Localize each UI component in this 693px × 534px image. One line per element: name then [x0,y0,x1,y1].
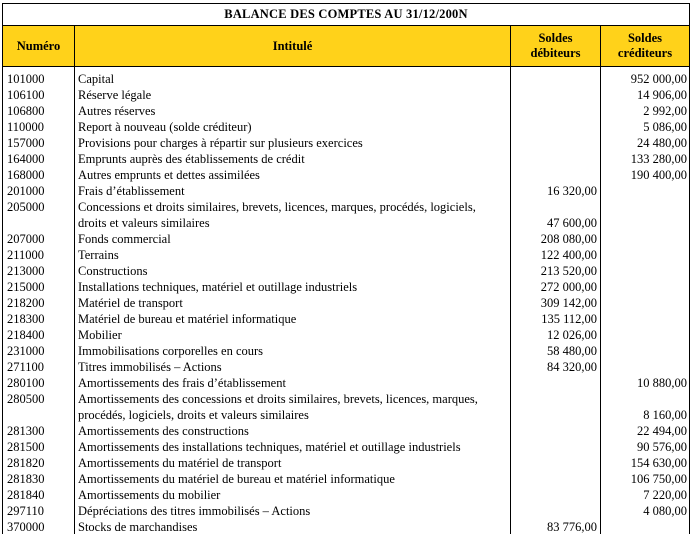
account-number: 205000 [7,200,45,214]
account-label: Frais d’établissement [78,184,185,198]
account-label: Provisions pour charges à répartir sur plusieurs exercices [78,136,363,150]
account-label: Stocks de marchandises [78,520,198,534]
table-row [3,327,689,343]
account-label: Matériel de bureau et matériel informatique [78,312,297,326]
account-label: Fonds commercial [78,232,171,246]
account-label: Report à nouveau (solde créditeur) [78,120,252,134]
table-row [3,103,689,119]
account-number: 231000 [7,344,45,358]
table-row [3,343,689,359]
table-row [3,135,689,151]
credit-balance: 24 480,00 [637,136,687,150]
account-number: 271100 [7,360,45,374]
account-number: 168000 [7,168,45,182]
table-row [3,519,689,534]
account-label: Amortissements des concessions et droits similaires, brevets, licences, marques, procédés, logiciels, droits et valeurs similaires [78,392,478,422]
account-number: 281840 [7,488,45,502]
debit-balance: 208 080,00 [540,232,597,246]
table-row [3,311,689,327]
account-label: Mobilier [78,328,122,342]
credit-balance: 952 000,00 [630,72,687,86]
credit-balance: 14 906,00 [637,88,687,102]
account-number: 164000 [7,152,45,166]
table-row [3,151,689,167]
account-number: 101000 [7,72,45,86]
table-row [3,471,689,487]
table-body [3,67,689,534]
table-row [3,423,689,439]
header-numero: Numéro [3,26,75,66]
credit-balance: 4 080,00 [643,504,687,518]
account-label: Autres réserves [78,104,156,118]
debit-balance: 58 480,00 [547,344,597,358]
credit-balance: 2 992,00 [643,104,687,118]
account-label: Emprunts auprès des établissements de crédit [78,152,305,166]
account-number: 211000 [7,248,45,262]
account-number: 280500 [7,392,45,406]
account-label: Amortissements du matériel de transport [78,456,282,470]
account-label: Concessions et droits similaires, brevets, licences, marques, procédés, logiciels, droits et valeurs similaires [78,200,476,230]
credit-balance: 10 880,00 [637,376,687,390]
table-row [3,439,689,455]
account-label: Réserve légale [78,88,152,102]
table-title: BALANCE DES COMPTES AU 31/12/200N [3,4,689,26]
account-number: 281300 [7,424,45,438]
table-row [3,279,689,295]
account-label: Immobilisations corporelles en cours [78,344,264,358]
debit-balance: 16 320,00 [547,184,597,198]
header-row [3,26,689,67]
table-rows [3,67,689,534]
table-row [3,295,689,311]
account-number: 106100 [7,88,45,102]
account-label: Terrains [78,248,119,262]
account-number: 218200 [7,296,45,310]
account-label: Amortissements du matériel de bureau et matériel informatique [78,472,395,486]
account-number: 281830 [7,472,45,486]
table-row [3,231,689,247]
account-number: 281500 [7,440,45,454]
header-soldes-debiteurs [511,26,601,66]
account-number: 157000 [7,136,45,150]
table-row [3,119,689,135]
account-label: Amortissements des installations techniques, matériel et outillage industriels [78,440,461,454]
account-label: Titres immobilisés – Actions [78,360,222,374]
account-label: Dépréciations des titres immobilisés – Actions [78,504,311,518]
account-number: 213000 [7,264,45,278]
debit-balance: 272 000,00 [540,280,597,294]
account-number: 297110 [7,504,45,518]
table-row [3,391,689,423]
account-number: 370000 [7,520,45,534]
debit-balance: 213 520,00 [540,264,597,278]
account-number: 110000 [7,120,45,134]
table-row [3,87,689,103]
header-intitule: Intitulé [75,26,511,66]
account-number: 218300 [7,312,45,326]
table-row [3,359,689,375]
table-row [3,167,689,183]
account-number: 207000 [7,232,45,246]
credit-balance: 90 576,00 [637,440,687,454]
credit-balance: 7 220,00 [643,488,687,502]
account-label: Constructions [78,264,148,278]
credit-balance: 154 630,00 [630,456,687,470]
header-credit-line2: créditeurs [617,46,673,60]
table-row [3,71,689,87]
account-label: Amortissements des frais d’établissement [78,376,286,390]
column-divider [74,67,75,534]
credit-balance: 8 160,00 [643,408,687,422]
account-label: Installations techniques, matériel et outillage industriels [78,280,358,294]
table-row [3,199,689,231]
account-label: Amortissements du mobilier [78,488,221,502]
debit-balance: 12 026,00 [547,328,597,342]
header-credit-line1: Soldes [627,31,663,45]
column-divider [600,67,601,534]
account-number: 201000 [7,184,45,198]
credit-balance: 106 750,00 [630,472,687,486]
debit-balance: 83 776,00 [547,520,597,534]
table-row [3,375,689,391]
column-divider [510,67,511,534]
table-row [3,487,689,503]
debit-balance: 47 600,00 [547,216,597,230]
debit-balance: 135 112,00 [541,312,597,326]
header-debit-line1: Soldes [538,31,573,45]
account-number: 218400 [7,328,45,342]
table-row [3,247,689,263]
credit-balance: 22 494,00 [637,424,687,438]
account-label: Capital [78,72,115,86]
table-row [3,183,689,199]
account-number: 106800 [7,104,45,118]
debit-balance: 309 142,00 [540,296,597,310]
table-row [3,263,689,279]
credit-balance: 190 400,00 [630,168,687,182]
account-number: 280100 [7,376,45,390]
account-label: Autres emprunts et dettes assimilées [78,168,260,182]
account-number: 215000 [7,280,45,294]
header-debit-line2: débiteurs [530,46,581,60]
account-label: Matériel de transport [78,296,183,310]
credit-balance: 133 280,00 [630,152,687,166]
header-soldes-crediteurs [601,26,689,66]
credit-balance: 5 086,00 [643,120,687,134]
table-row [3,503,689,519]
balance-table [2,3,690,534]
table-row [3,455,689,471]
account-label: Amortissements des constructions [78,424,249,438]
debit-balance: 122 400,00 [540,248,597,262]
account-number: 281820 [7,456,45,470]
debit-balance: 84 320,00 [547,360,597,374]
